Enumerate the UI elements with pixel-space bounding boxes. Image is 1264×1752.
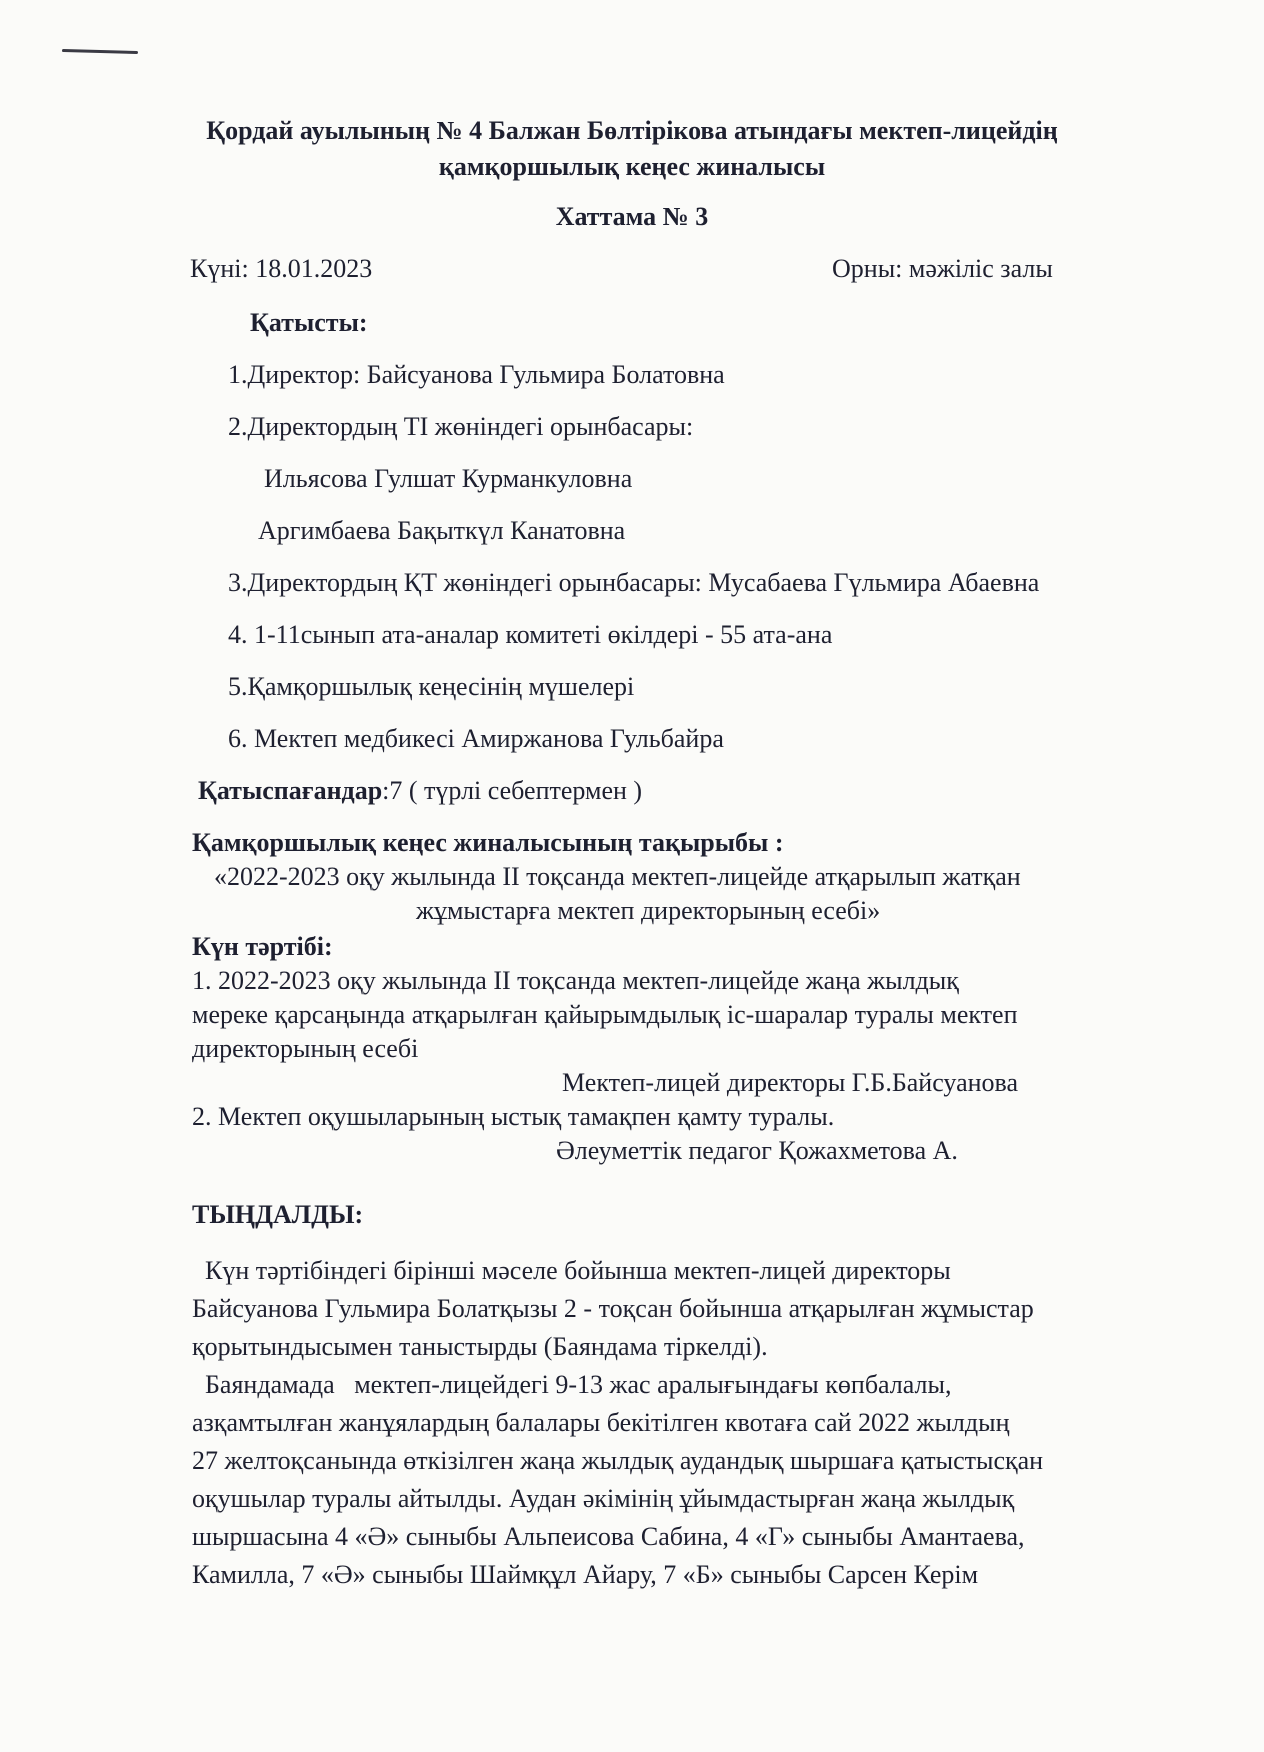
document-title-line1: Қордай ауылының № 4 Балжан Бөлтірікова атындағы мектеп-лицейдің (206, 116, 1058, 145)
heard-heading: ТЫҢДАЛДЫ: (192, 1200, 364, 1229)
heard-text-line: Күн тәртібіндегі бірінші мәселе бойынша мектеп-лицей директоры (192, 1256, 951, 1285)
attendee-item: 3.Директордың ҚТ жөніндегі орынбасары: Мусабаева Гүльмира Абаевна (228, 568, 1040, 597)
heard-text-line: Байсуанова Гульмира Болатқызы 2 - тоқсан бойынша атқарылған жұмыстар (192, 1294, 1034, 1323)
absent-label: Қатыспағандар (198, 776, 383, 805)
heard-text-line: қорытындысымен таныстырды (Баяндама тіркелді). (192, 1332, 768, 1361)
attendee-item: 6. Мектеп медбикесі Амиржанова Гульбайра (228, 724, 724, 753)
agenda-item1-speaker: Мектеп-лицей директоры Г.Б.Байсуанова (562, 1068, 1018, 1097)
document-title-line2: қамқоршылық кеңес жиналысы (438, 152, 826, 181)
protocol-number: Хаттама № 3 (555, 202, 709, 231)
attendee-item: 4. 1-11сынып ата-аналар комитеті өкілдері - 55 ата-ана (228, 620, 833, 649)
agenda-item2-speaker: Әлеуметтік педагог Қожахметова А. (556, 1136, 958, 1165)
topic-heading: Қамқоршылық кеңес жиналысының тақырыбы : (192, 828, 784, 857)
meeting-place: Орны: мәжіліс залы (832, 254, 1053, 283)
attendee-item: Ильясова Гулшат Курманкуловна (264, 464, 633, 493)
meeting-date: Күні: 18.01.2023 (190, 254, 373, 283)
heard-text-line: Камилла, 7 «Ә» сыныбы Шаймқұл Айару, 7 «Б» сыныбы Сарсен Керім (192, 1560, 979, 1589)
heard-text-line: азқамтылған жанұялардың балалары бекітілген квотаға сай 2022 жылдың (192, 1408, 1010, 1437)
topic-line: жұмыстарға мектеп директорының есебі» (416, 896, 881, 925)
absent-line (198, 774, 642, 808)
attendees-heading: Қатысты: (250, 308, 368, 337)
agenda-item2: 2. Мектеп оқушыларының ыстық тамақпен қамту туралы. (192, 1102, 835, 1131)
attendee-item: Аргимбаева Бақыткүл Канатовна (258, 516, 626, 545)
agenda-item1-line: 1. 2022-2023 оқу жылында ІІ тоқсанда мектеп-лицейде жаңа жылдық (192, 966, 959, 995)
attendee-item: 1.Директор: Байсуанова Гульмира Болатовна (228, 360, 725, 389)
attendee-item: 5.Қамқоршылық кеңесінің мүшелері (228, 672, 635, 701)
attendee-item: 2.Директордың ТІ жөніндегі орынбасары: (228, 412, 694, 441)
agenda-heading: Күн тәртібі: (192, 932, 333, 961)
heard-text-line: 27 желтоқсанында өткізілген жаңа жылдық аудандық шыршаға қатыстысқан (192, 1446, 1044, 1475)
heard-text-line: оқушылар туралы айтылды. Аудан әкімінің ұйымдастырған жаңа жылдық (192, 1484, 1015, 1513)
heard-text-line: Баяндамада мектеп-лицейдегі 9-13 жас аралығындағы көпбалалы, (192, 1370, 952, 1399)
absent-value: :7 ( түрлі себептермен ) (382, 776, 643, 805)
heard-text-line: шыршасына 4 «Ә» сыныбы Альпеисова Сабина, 4 «Г» сыныбы Амантаева, (192, 1522, 1025, 1551)
pen-mark (62, 49, 138, 54)
agenda-item1-line: мереке қарсаңында атқарылған қайырымдылық іс-шаралар туралы мектеп (192, 1000, 1018, 1029)
topic-line: «2022-2023 оқу жылында ІІ тоқсанда мектеп-лицейде атқарылып жатқан (214, 862, 1021, 891)
agenda-item1-line: директорының есебі (192, 1034, 419, 1063)
